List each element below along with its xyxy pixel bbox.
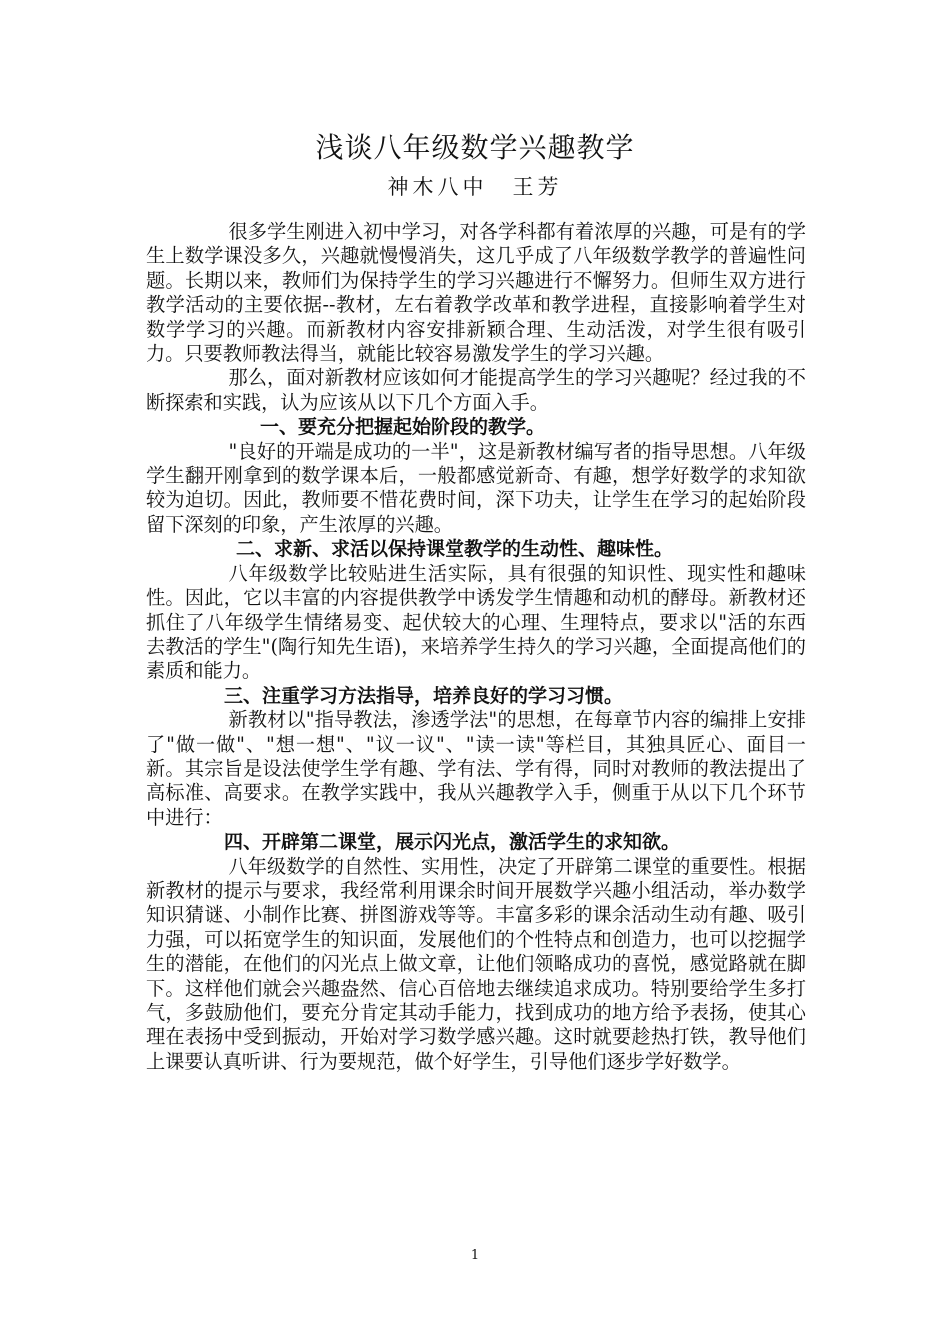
paragraph-section-2: 八年级数学比较贴进生活实际，具有很强的知识性、现实性和趣味性。因此，它以丰富的内容提供教学中诱发学生情趣和动机的酵母。新教材还抓住了八年级学生情绪易变、起伏较大的心理、生理特点，要求以"活的东西去教活的学生"(陶行知先生语)，来培养学生持久的学习兴趣，全面提高他们的素质和能力。 bbox=[146, 561, 806, 683]
section-heading-3: 三、注重学习方法指导，培养良好的学习习惯。 bbox=[224, 684, 624, 707]
page-number: 1 bbox=[470, 1248, 480, 1263]
document-body bbox=[146, 220, 806, 1074]
document-author: 神木八中 王芳 bbox=[387, 175, 563, 199]
section-heading-4: 四、开辟第二课堂，展示闪光点，激活学生的求知欲。 bbox=[224, 831, 681, 854]
paragraph-intro-1: 很多学生刚进入初中学习，对各学科都有着浓厚的兴趣，可是有的学生上数学课没多久，兴趣就慢慢消失，这几乎成了八年级数学教学的普遍性问题。长期以来，教师们为保持学生的学习兴趣进行不懈努力。但师生双方进行教学活动的主要依据--教材，左右着教学改革和教学进程，直接影响着学生对数学学习的兴趣。而新教材内容安排新颖合理、生动活泼，对学生很有吸引力。只要教师教法得当，就能比较容易激发学生的学习兴趣。 bbox=[146, 220, 806, 366]
section-heading-2: 二、求新、求活以保持课堂教学的生动性、趣味性。 bbox=[236, 538, 674, 561]
section-heading-1: 一、要充分把握起始阶段的教学。 bbox=[260, 416, 546, 439]
paragraph-section-3: 新教材以"指导教法，渗透学法"的思想，在每章节内容的编排上安排了"做一做"、"想一想"、"议一议"、"读一读"等栏目，其独具匠心、面目一新。其宗旨是设法使学生学有趣、学有法、学有得，同时对教师的教法提出了高标准、高要求。在教学实践中，我从兴趣教学入手，侧重于从以下几个环节中进行： bbox=[146, 708, 806, 829]
paragraph-section-1: "良好的开端是成功的一半"，这是新教材编写者的指导思想。八年级学生翻开刚拿到的数学课本后，一般都感觉新奇、有趣，想学好数学的求知欲较为迫切。因此，教师要不惜花费时间，深下功夫，让学生在学习的起始阶段留下深刻的印象，产生浓厚的兴趣。 bbox=[146, 439, 806, 536]
paragraph-intro-2: 那么，面对新教材应该如何才能提高学生的学习兴趣呢？经过我的不断探索和实践，认为应该从以下几个方面入手。 bbox=[146, 366, 806, 414]
paragraph-section-4: 八年级数学的自然性、实用性，决定了开辟第二课堂的重要性。根据新教材的提示与要求，我经常利用课余时间开展数学兴趣小组活动，举办数学知识猜谜、小制作比赛、拼图游戏等等。丰富多彩的课余活动生动有趣、吸引力强，可以拓宽学生的知识面，发展他们的个性特点和创造力，也可以挖掘学生的潜能，在他们的闪光点上做文章，让他们领略成功的喜悦，感觉路就在脚下。这样他们就会兴趣盎然、信心百倍地去继续追求成功。特别要给学生多打气，多鼓励他们，要充分肯定其动手能力，找到成功的地方给予表扬，使其心理在表扬中受到振动，开始对学习数学感兴趣。这时就要趁热打铁，教导他们上课要认真听讲、行为要规范，做个好学生，引导他们逐步学好数学。 bbox=[146, 854, 806, 1073]
document-title: 浅谈八年级数学兴趣教学 bbox=[315, 131, 635, 164]
